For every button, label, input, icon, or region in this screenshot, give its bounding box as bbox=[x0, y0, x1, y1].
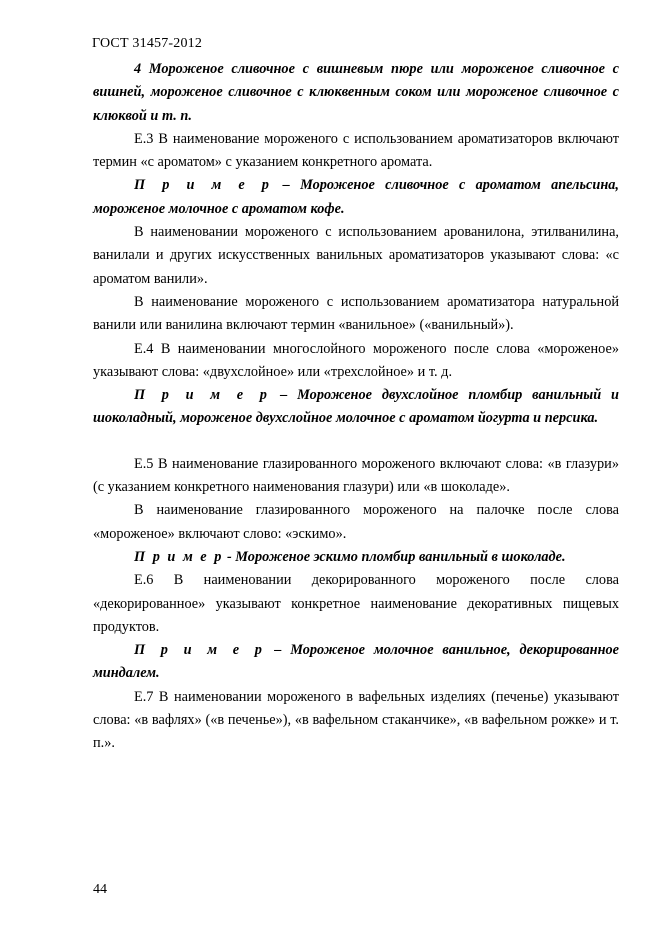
paragraph-artificial-vanilla: В наименовании мороженого с использованием арованилона, этилванилина, ванилали и других искусственных ванильных ароматизаторов указывают слова: «с ароматом ванили». bbox=[93, 224, 619, 287]
example-text: - Мороженое эскимо пломбир ванильный в шоколаде. bbox=[223, 548, 566, 565]
spacer bbox=[93, 431, 619, 453]
example-cherry-cream: 4 Мороженое сливочное с вишневым пюре или мороженое сливочное с вишней, мороженое сливочное с клюквенным соком или мороженое сливочное с клюквой и т. п. bbox=[93, 61, 619, 124]
example-almond bbox=[93, 639, 619, 686]
document-body bbox=[93, 58, 619, 756]
example-eskimo bbox=[93, 546, 619, 569]
clause-e5: Е.5 В наименование глазированного мороженого включают слова: «в глазури» (с указанием конкретного наименования глазури) или «в шоколаде». bbox=[93, 455, 619, 496]
clause-e4: Е.4 В наименовании многослойного мороженого после слова «мороженое» указывают слова: «двухслойное» или «трехслойное» и т. д. bbox=[93, 340, 619, 380]
clause-e3: Е.3 В наименование мороженого с использованием ароматизаторов включают термин «с ароматом» с указанием конкретного аромата. bbox=[93, 130, 619, 171]
example-text: – Мороженое сливочное с ароматом апельсина, мороженое молочное с ароматом кофе. bbox=[93, 177, 619, 217]
paragraph-eskimo-stick: В наименование глазированного мороженого на палочке после слова «мороженое» включают слово: «эскимо». bbox=[93, 502, 619, 542]
clause-e6: Е.6 В наименовании декорированного мороженого после слова «декорированное» указывают конкретное наименование декоративных пищевых продуктов. bbox=[93, 572, 619, 635]
example-label: П р и м е р bbox=[134, 642, 266, 659]
example-text: – Мороженое двухслойное пломбир ванильный и шоколадный, мороженое двухслойное молочное с ароматом йогурта и персика. bbox=[93, 387, 619, 427]
paragraph-natural-vanilla: В наименование мороженого с использованием ароматизатора натуральной ванили или ванилина включают термин «ванильное» («ванильный»). bbox=[93, 293, 619, 334]
example-label: П р и м е р bbox=[134, 387, 271, 404]
example-label: П р и м е р bbox=[134, 548, 224, 565]
example-label: П р и м е р bbox=[134, 177, 273, 194]
example-orange-coffee bbox=[93, 174, 619, 221]
clause-e7: Е.7 В наименовании мороженого в вафельных изделиях (печенье) указывают слова: «в вафлях» («в печенье»), «в вафельном стаканчике», «в вафельном рожке» и т. п.». bbox=[93, 688, 619, 752]
page-number: 44 bbox=[93, 882, 107, 897]
example-text: – Мороженое молочное ванильное, декорированное миндалем. bbox=[93, 642, 619, 682]
document-code: ГОСТ 31457-2012 bbox=[92, 36, 203, 51]
example-two-layer bbox=[93, 384, 619, 431]
